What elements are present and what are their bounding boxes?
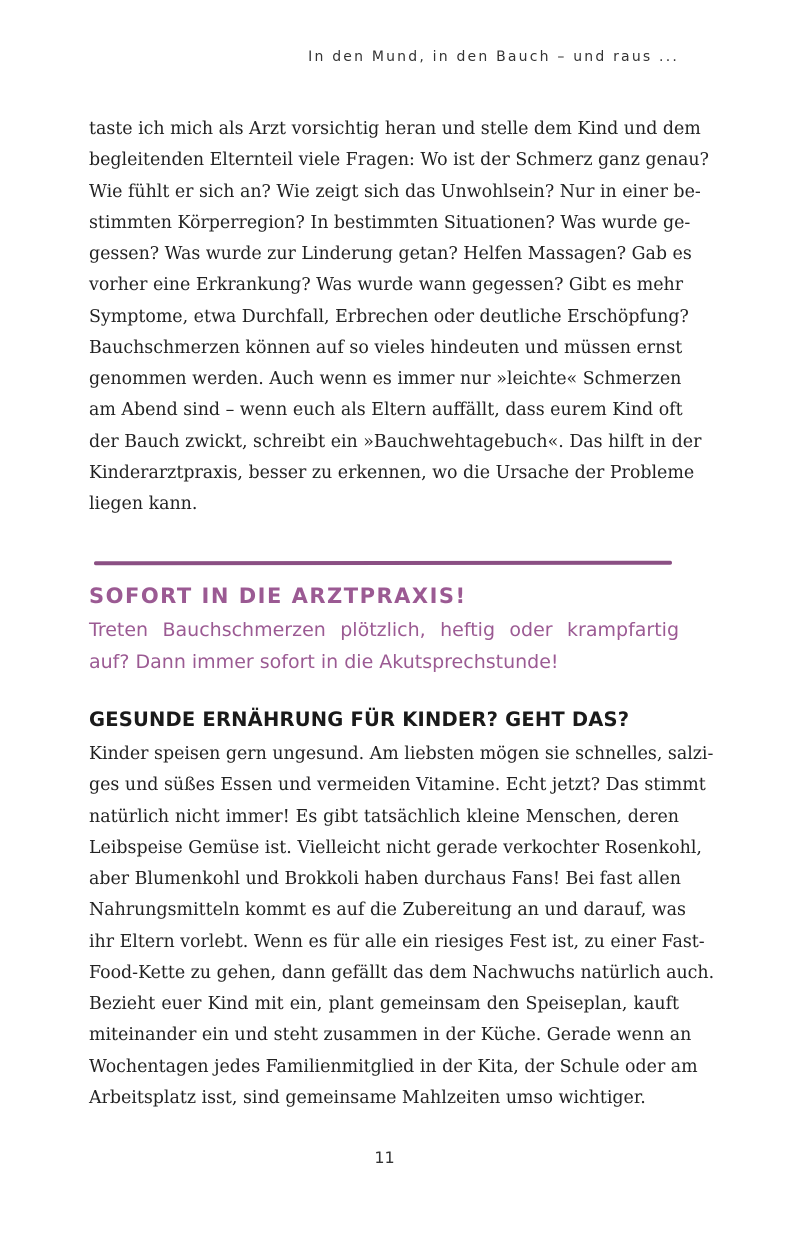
text-line: Bauchschmerzen können auf so vieles hindeuten und müssen ernst xyxy=(89,337,683,358)
callout-body xyxy=(89,615,679,678)
text-line: Kinderarztpraxis, besser zu erkennen, wo die Ursache der Probleme xyxy=(89,462,695,483)
section-heading: GESUNDE ERNÄHRUNG FÜR KINDER? GEHT DAS? xyxy=(89,708,630,731)
text-line: der Bauch zwickt, schreibt ein »Bauchwehtagebuch«. Das hilft in der xyxy=(89,431,702,452)
text-line: Nahrungsmitteln kommt es auf die Zubereitung an und darauf, was xyxy=(89,900,686,921)
text-line: natürlich nicht immer! Es gibt tatsächlich kleine Menschen, deren xyxy=(89,806,679,827)
text-line: Wie fühlt er sich an? Wie zeigt sich das Unwohlsein? Nur in einer be- xyxy=(89,181,701,202)
text-line: genommen werden. Auch wenn es immer nur »leichte« Schmerzen xyxy=(89,369,682,389)
callout-line: auf? Dann immer sofort in die Akutsprechstunde! xyxy=(89,650,559,673)
text-line: stimmten Körperregion? In bestimmten Situationen? Was wurde ge- xyxy=(89,212,691,233)
callout-line: Treten Bauchschmerzen plötzlich, heftig oder krampfartig xyxy=(89,619,679,641)
text-line: vorher eine Erkrankung? Was wurde wann gegessen? Gibt es mehr xyxy=(89,275,684,296)
paragraph-nutrition xyxy=(89,739,715,1114)
text-line: Bezieht euer Kind mit ein, plant gemeinsam den Speiseplan, kauft xyxy=(89,994,679,1014)
running-head: In den Mund, in den Bauch – und raus ... xyxy=(308,49,679,65)
page-number: 11 xyxy=(374,1148,395,1167)
text-line: Symptome, etwa Durchfall, Erbrechen oder deutliche Erschöpfung? xyxy=(89,306,689,327)
text-line: am Abend sind – wenn euch als Eltern auffällt, dass eurem Kind oft xyxy=(89,400,683,421)
text-line: ihr Eltern vorlebt. Wenn es für alle ein riesiges Fest ist, zu einer Fast- xyxy=(89,931,705,952)
text-line: Arbeitsplatz isst, sind gemeinsame Mahlzeiten umso wichtiger. xyxy=(89,1087,646,1108)
text-line: liegen kann. xyxy=(89,494,198,514)
callout-divider xyxy=(94,561,672,566)
text-line: Leibspeise Gemüse ist. Vielleicht nicht gerade verkochter Rosenkohl, xyxy=(89,837,702,858)
paragraph-continuation xyxy=(89,114,709,520)
text-line: Wochentagen jedes Familienmitglied in der Kita, der Schule oder am xyxy=(89,1056,698,1077)
text-line: gessen? Was wurde zur Linderung getan? Helfen Massagen? Gab es xyxy=(89,244,692,264)
text-line: miteinander ein und steht zusammen in der Küche. Gerade wenn an xyxy=(89,1025,692,1046)
text-line: aber Blumenkohl und Brokkoli haben durchaus Fans! Bei fast allen xyxy=(89,869,681,889)
text-line: Kinder speisen gern ungesund. Am liebsten mögen sie schnelles, salzi- xyxy=(89,744,714,764)
text-line: ges und süßes Essen und vermeiden Vitamine. Echt jetzt? Das stimmt xyxy=(89,775,706,796)
text-line: taste ich mich als Arzt vorsichtig heran und stelle dem Kind und dem xyxy=(89,119,701,139)
text-line: begleitenden Elternteil viele Fragen: Wo ist der Schmerz ganz genau? xyxy=(89,150,709,171)
callout-title: SOFORT IN DIE ARZTPRAXIS! xyxy=(89,584,467,608)
text-line: Food-Kette zu gehen, dann gefällt das dem Nachwuchs natürlich auch. xyxy=(89,962,715,983)
